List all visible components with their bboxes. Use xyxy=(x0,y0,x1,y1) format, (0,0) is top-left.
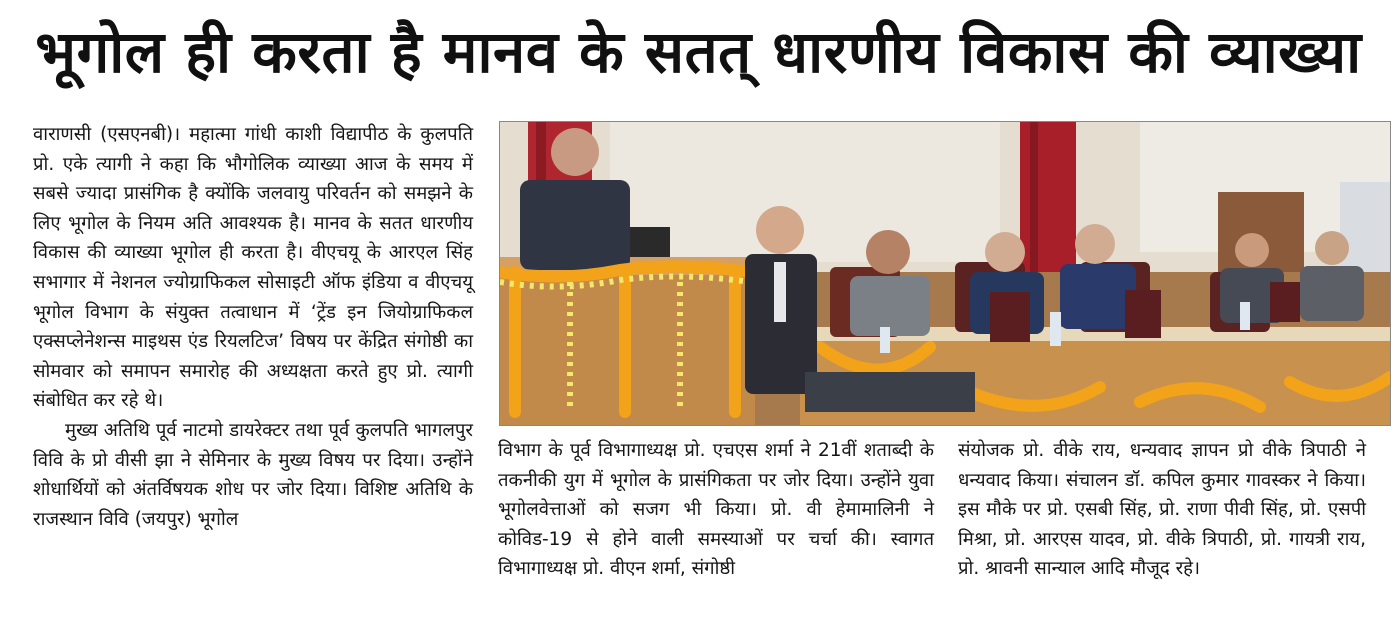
article-column-1 xyxy=(33,120,473,534)
paragraph: वाराणसी (एसएनबी)। महात्मा गांधी काशी विद्यापीठ के कुलपति प्रो. एके त्यागी ने कहा कि भौगोलिक व्याख्या आज के समय में सबसे ज्यादा प्रासंगिक है क्योंकि जलवायु परिवर्तन को समझने के लिए भूगोल के नियम अति आवश्यक है। मानव के सतत धारणीय विकास की व्याख्या भूगोल ही करता है। वीएचयू के आरएल सिंह सभागार में नेशनल ज्योग्राफिकल सोसाइटी ऑफ इंडिया व वीएचयू भूगोल विभाग के संयुक्त तत्वाधान में ‘ट्रेंड इन जियोग्राफिकल एक्सप्लेनेशन्स माइथस एंड रियलटिज’ विषय पर केंद्रित संगोष्ठी का सोमवार को समापन समारोह की अध्यक्षता करते हुए प्रो. त्यागी संबोधित कर रहे थे। xyxy=(33,124,473,412)
article-column-3 xyxy=(958,436,1366,584)
paragraph: विभाग के पूर्व विभागाध्यक्ष प्रो. एचएस शर्मा ने 21वीं शताब्दी के तकनीकी युग में भूगोल के प्रासंगिकता पर जोर दिया। उन्होंने युवा भूगोलवेत्ताओं को सजग भी किया। प्रो. वी हेमामालिनी ने कोविड-19 से होने वाली समस्याओं पर चर्चा की। स्वागत विभागाध्यक्ष प्रो. वीएन शर्मा, संगोष्ठी xyxy=(498,440,934,580)
paragraph: संयोजक प्रो. वीके राय, धन्यवाद ज्ञापन प्रो वीके त्रिपाठी ने धन्यवाद किया। संचालन डॉ. कपिल कुमार गावस्कर ने किया। इस मौके पर प्रो. एसबी सिंह, प्रो. राणा पीवी सिंह, प्रो. एसपी मिश्रा, प्रो. आरएस यादव, प्रो. वीके त्रिपाठी, प्रो. गायत्री राय, प्रो. श्रावनी सान्याल आदि मौजूद रहे। xyxy=(958,440,1366,580)
seminar-photo-illustration xyxy=(500,122,1391,426)
headline: भूगोल ही करता है मानव के सतत् धारणीय विकास की व्याख्या xyxy=(35,18,1362,86)
article-column-2 xyxy=(498,436,934,584)
paragraph: मुख्य अतिथि पूर्व नाटमो डायरेक्टर तथा पूर्व कुलपति भागलपुर विवि के प्रो वीसी झा ने सेमिनार के मुख्य विषय पर दिया। उन्होंने शोधार्थियों को अंतर्विषयक शोध पर जोर दिया। विशिष्ट अतिथि के राजस्थान विवि (जयपुर) भूगोल xyxy=(33,419,473,530)
seminar-photo xyxy=(499,121,1391,426)
